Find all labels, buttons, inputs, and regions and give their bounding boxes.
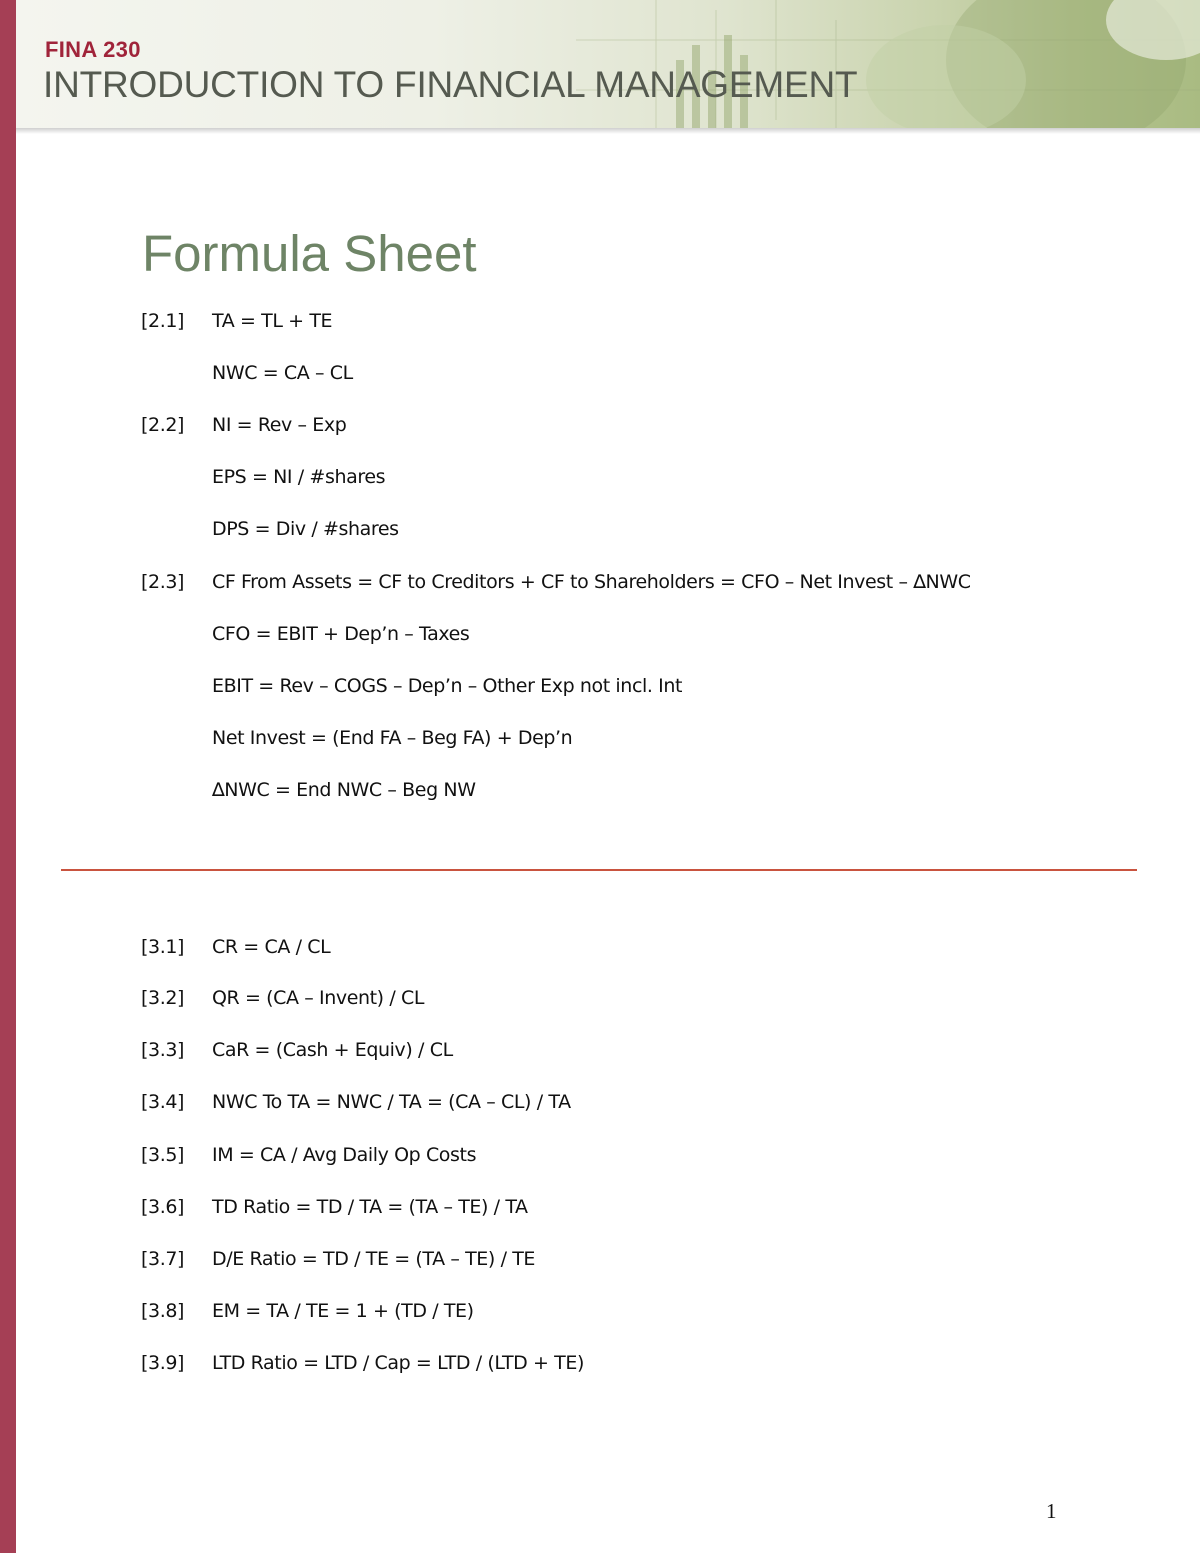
formula-number: [3.2] xyxy=(141,987,185,1009)
formula-number: [2.3] xyxy=(141,571,185,593)
formula-text: LTD Ratio = LTD / Cap = LTD / (LTD + TE) xyxy=(212,1352,585,1374)
formula-text: TA = TL + TE xyxy=(212,310,333,332)
formula-text: CF From Assets = CF to Creditors + CF to Shareholders = CFO – Net Invest – ∆NWC xyxy=(212,571,971,593)
formula-text: CR = CA / CL xyxy=(212,936,331,958)
page-title: Formula Sheet xyxy=(142,225,477,282)
course-code: FINA 230 xyxy=(45,37,141,62)
formula-text: Net Invest = (End FA – Beg FA) + Dep’n xyxy=(212,727,573,749)
section-divider xyxy=(61,869,1137,871)
formula-number: [3.8] xyxy=(141,1300,185,1322)
formula-text: EM = TA / TE = 1 + (TD / TE) xyxy=(212,1300,474,1322)
formula-text: EPS = NI / #shares xyxy=(212,466,386,488)
formula-text: NWC = CA – CL xyxy=(212,362,353,384)
formula-number: [3.1] xyxy=(141,936,185,958)
formula-text: QR = (CA – Invent) / CL xyxy=(212,987,425,1009)
formula-number: [3.6] xyxy=(141,1196,185,1218)
formula-text: IM = CA / Avg Daily Op Costs xyxy=(212,1144,477,1166)
formula-number: [3.3] xyxy=(141,1039,185,1061)
formula-number: [3.4] xyxy=(141,1091,185,1113)
formula-number: [2.1] xyxy=(141,310,185,332)
formula-text: TD Ratio = TD / TA = (TA – TE) / TA xyxy=(212,1196,528,1218)
page-number: 1 xyxy=(1046,1499,1057,1523)
formula-number: [3.5] xyxy=(141,1144,185,1166)
formula-text: NWC To TA = NWC / TA = (CA – CL) / TA xyxy=(212,1091,571,1113)
formula-text: CFO = EBIT + Dep’n – Taxes xyxy=(212,623,470,645)
formula-text: EBIT = Rev – COGS – Dep’n – Other Exp not incl. Int xyxy=(212,675,683,697)
banner-shadow xyxy=(16,128,1200,134)
formula-text: D/E Ratio = TD / TE = (TA – TE) / TE xyxy=(212,1248,536,1270)
formula-text: ∆NWC = End NWC – Beg NW xyxy=(212,779,476,801)
formula-text: NI = Rev – Exp xyxy=(212,414,347,436)
course-title: INTRODUCTION TO FINANCIAL MANAGEMENT xyxy=(43,64,858,105)
formula-text: CaR = (Cash + Equiv) / CL xyxy=(212,1039,453,1061)
formula-number: [3.7] xyxy=(141,1248,185,1270)
left-accent-bar xyxy=(0,0,16,1553)
formula-number: [2.2] xyxy=(141,414,185,436)
formula-text: DPS = Div / #shares xyxy=(212,518,399,540)
formula-number: [3.9] xyxy=(141,1352,185,1374)
